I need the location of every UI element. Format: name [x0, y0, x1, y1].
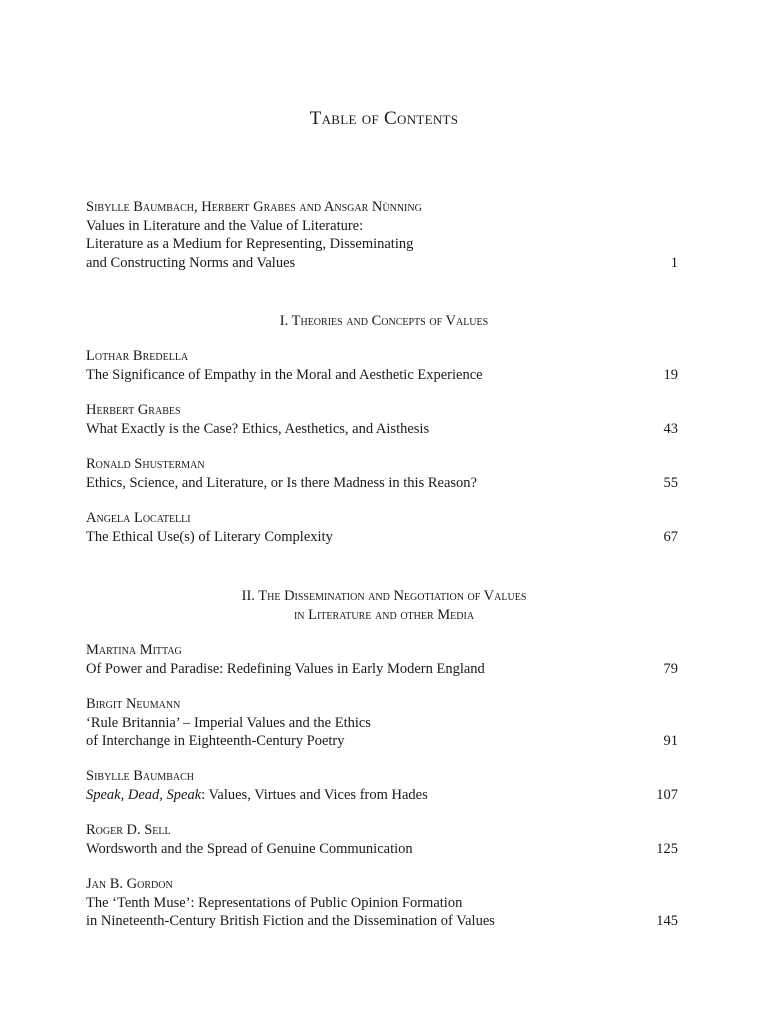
- section-heading-line: II. The Dissemination and Negotiation of Values: [241, 588, 527, 604]
- entry-title-line: The ‘Tenth Muse’: Representations of Public Opinion Formation: [86, 894, 463, 911]
- entry-title: Ethics, Science, and Literature, or Is there Madness in this Reason?: [86, 474, 477, 491]
- entry-title-line: of Interchange in Eighteenth-Century Poetry: [86, 733, 345, 749]
- entry-page-number: 145: [656, 913, 678, 929]
- entry-title-line: Literature as a Medium for Representing, Disseminating: [86, 236, 414, 252]
- entry-title-line: ‘Rule Britannia’ – Imperial Values and the Ethics: [86, 714, 371, 731]
- entry-author: Ronald Shusterman: [86, 456, 205, 472]
- entry-author: Sibylle Baumbach: [86, 768, 195, 784]
- entry-author: Roger D. Sell: [86, 822, 171, 838]
- section-heading-1: I. Theories and Concepts of Values: [279, 313, 489, 329]
- toc-entry: [86, 821, 678, 858]
- entry-title: Wordsworth and the Spread of Genuine Communication: [86, 840, 413, 857]
- toc-entry: [86, 347, 678, 384]
- entry-page-number: 55: [663, 474, 678, 491]
- entry-title-line: Values in Literature and the Value of Literature:: [86, 217, 364, 234]
- entry-title-italic: Speak, Dead, Speak: [86, 786, 202, 803]
- entry-title: The Ethical Use(s) of Literary Complexity: [86, 528, 333, 545]
- entry-page-number: 19: [663, 366, 678, 383]
- entry-author: Angela Locatelli: [86, 510, 191, 526]
- entry-page-number: 1: [670, 254, 678, 271]
- entry-author: Herbert Grabes: [86, 402, 181, 418]
- entry-page-number: 91: [663, 733, 678, 749]
- entry-title: What Exactly is the Case? Ethics, Aesthetics, and Aisthesis: [86, 420, 430, 437]
- entry-page-number: 67: [663, 528, 678, 545]
- toc-entry: [86, 455, 678, 492]
- entry-title-line: in Nineteenth-Century British Fiction and the Dissemination of Values: [86, 913, 495, 929]
- entry-title: Of Power and Paradise: Redefining Values in Early Modern England: [86, 660, 485, 677]
- section-heading-line: in Literature and other Media: [293, 607, 475, 623]
- section-heading-2: [0, 587, 768, 625]
- toc-entry: [86, 641, 678, 678]
- toc-entry: [86, 767, 678, 804]
- entry-page-number: 79: [663, 660, 678, 677]
- toc-entry: [86, 875, 678, 931]
- entry-author: Lothar Bredella: [86, 348, 189, 364]
- toc-entry: [86, 401, 678, 438]
- entry-author: Sibylle Baumbach, Herbert Grabes and Ansgar Nünning: [86, 199, 422, 215]
- toc-entry: [86, 509, 678, 546]
- entry-page-number: 107: [656, 786, 678, 803]
- entry-author: Birgit Neumann: [86, 696, 181, 712]
- entry-page-number: 43: [663, 420, 678, 437]
- entry-title: [86, 786, 428, 805]
- entry-author: Jan B. Gordon: [86, 876, 173, 892]
- entry-page-number: 125: [656, 840, 678, 857]
- toc-entry-intro: [86, 198, 678, 272]
- entry-title-line: and Constructing Norms and Values: [86, 254, 296, 271]
- entry-title-rest: : Values, Virtues and Vices from Hades: [201, 786, 428, 803]
- toc-entry: [86, 695, 678, 751]
- page-title: Table of Contents: [309, 108, 459, 129]
- entry-title: The Significance of Empathy in the Moral and Aesthetic Experience: [86, 366, 483, 383]
- entry-author: Martina Mittag: [86, 642, 182, 658]
